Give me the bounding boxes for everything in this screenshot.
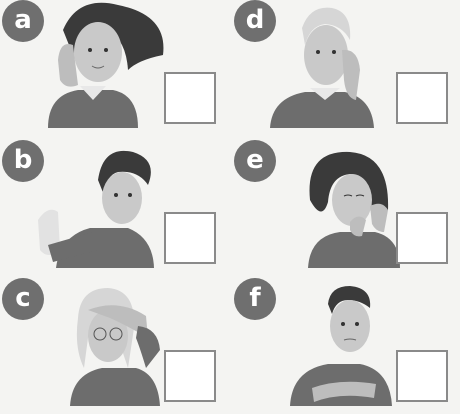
girl-hand-on-forehead-illustration xyxy=(18,278,168,406)
letter-badge: c xyxy=(2,278,44,320)
girl-coughing-illustration xyxy=(250,140,400,268)
letter-badge: b xyxy=(2,140,44,182)
answer-box[interactable] xyxy=(396,72,448,124)
boy-holding-tissue-illustration xyxy=(18,140,168,268)
item-f xyxy=(232,278,460,414)
letter-badge: f xyxy=(234,278,276,320)
letter-badge: d xyxy=(234,0,276,42)
answer-box[interactable] xyxy=(164,212,216,264)
boy-touching-ear-illustration xyxy=(250,0,400,128)
item-e xyxy=(232,140,460,276)
item-b xyxy=(0,140,230,276)
item-a xyxy=(0,0,230,136)
answer-box[interactable] xyxy=(396,212,448,264)
answer-box[interactable] xyxy=(396,350,448,402)
item-d xyxy=(232,0,460,136)
boy-holding-stomach-illustration xyxy=(250,278,400,406)
item-c xyxy=(0,278,230,414)
answer-box[interactable] xyxy=(164,72,216,124)
letter-badge: e xyxy=(234,140,276,182)
answer-box[interactable] xyxy=(164,350,216,402)
letter-badge: a xyxy=(2,0,44,42)
girl-touching-face-illustration xyxy=(18,0,168,128)
